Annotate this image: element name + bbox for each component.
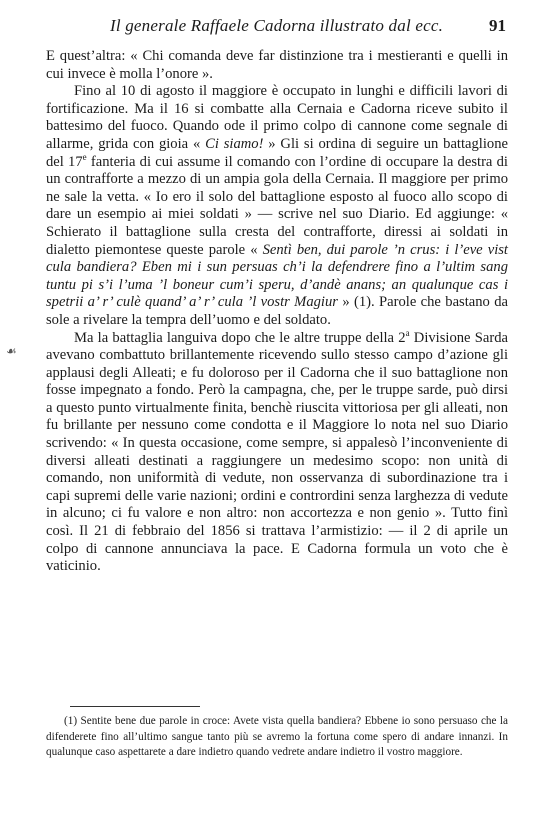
footnote: (1) Sentite bene due parole in croce: Avete vista quella bandiera? Ebbene io sono persuaso che la difenderete fino all’ultimo sangue tanto più se avremo la fortuna come spero di andare innanzi. In qualunque caso aspettarete a dare indietro quando vedrete andare indietro il vostro maggiore. <box>46 715 508 759</box>
text-run: Fino al 10 di agosto il maggiore è occupato in lunghi e difficili lavori di fortificazione. Ma il 16 si combatte alla Cernaia e Cadorna riceve subito il battesimo del fuoco. Quando ode il primo colpo di cannone come segnale di allarme, grida con gioia « <box>46 83 508 152</box>
superscript: e <box>82 151 87 162</box>
text-run: » (1). Parole che bastano da sole a rivelare la tempra dell’uomo e del soldato. <box>46 294 508 328</box>
italic-text: Sentì ben, dui parole ’n crus: i l’eve vist cula bandiera? Eben mi i sun persuas ch’i la defendrere fino a l’ultim sang tuntu pi s’i l’uma ’l boneur cum’i speru, d’andè anans; an qualunque cas i spetrii a’ r’ culè quand’ a’ r’ cula ’l vostr Magiur <box>46 241 508 311</box>
superscript: a <box>405 327 410 338</box>
text-run: » Gli si ordina di seguire un battaglione del 17 <box>46 135 508 170</box>
paragraph <box>46 327 508 576</box>
text-run: E quest’altra: « Chi comanda deve far distinzione tra i mestieranti e quelli in cui invece è molla l’onore ». <box>46 48 508 82</box>
text-run: fanteria di cui assume il comando con l’ordine di occupare la destra di un contrafforte a mezzo di un ampia gola della Cernaia. Il maggiore per primo ne sale la vetta. « Io ero il solo del battaglione esposto al fuoco allo scopo di dare un esempio ai miei soldati » — scrive nel suo Diario. Ed aggiunge: « Schierato il battaglione sulla cresta del contrafforte, diressi ai soldati in dialetto piemontese queste parole « <box>46 153 508 258</box>
paragraph <box>46 48 508 83</box>
running-head <box>42 16 506 38</box>
running-title: Il generale Raffaele Cadorna illustrato dal ecc. <box>110 16 444 35</box>
text-run: Divisione Sarda avevano combattuto brillantemente ricevendo sullo stesso campo d’azione gli applausi degli Alleati; e fu doloroso per il Cadorna che il suo battaglione non fosse impegnato a fondo. Però la campagna, che, per le truppe sarde, può dirsi a questo punto virtualmente finita, benchè riuscita vittoriosa per gli alleati, non fu brillante per nessuno come condotta e il Maggiore lo nota nel suo Diario scrivendo: « In questa occasione, come sempre, si appalesò l’inconveniente di diversi alleati destinati a raggiungere un medesimo scopo: non unità di comando, non uniformità di vedute, non osservanza di subordinazione tra i capi supremi delle varie nazioni; ordini e contrordini senza larghezza di vedute in alcuno; ci fu valore e non altro: non accortezza e non genio ». Tutto finì così. Il 21 di febbraio del 1856 si trattava l’armistizio: — il 2 di aprile un colpo di cannone annunciava la pace. E Cadorna formula un voto che è vaticinio. <box>46 329 508 575</box>
body-text <box>46 48 508 576</box>
italic-text: Ci siamo! <box>205 135 264 152</box>
margin-ornament-icon: ☙ <box>6 344 17 358</box>
page-number: 91 <box>489 16 506 35</box>
text-run: Ma la battaglia languiva dopo che le altre truppe della 2 <box>74 329 406 346</box>
footnote-divider <box>70 706 200 707</box>
paragraph <box>46 83 508 329</box>
